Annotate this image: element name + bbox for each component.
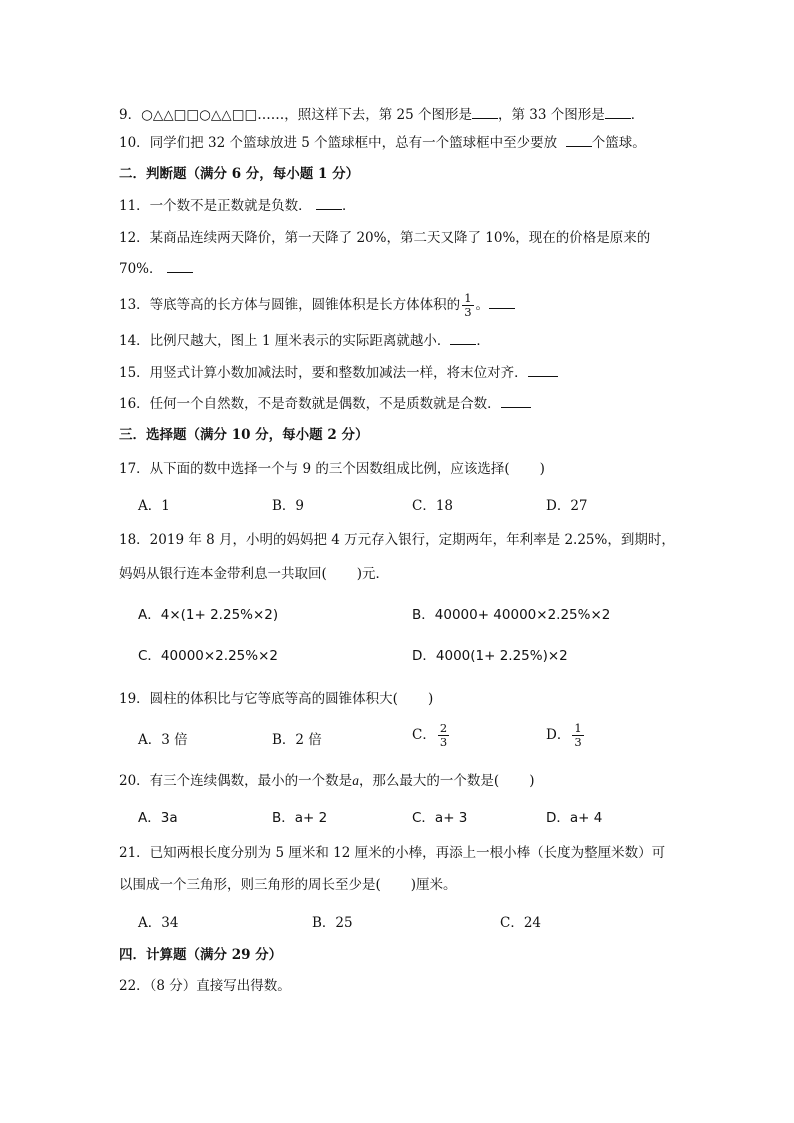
option-b[interactable]: B．25 [312, 915, 353, 931]
option-c[interactable]: C． $\frac{2}{3}$ [412, 721, 448, 749]
question-12-line-1: 12．某商品连续两天降价，第一天降了 20%，第二天又降了 10%，现在的价格是原来的 [119, 230, 651, 246]
question-18-line-1: 18．2019 年 8 月，小明的妈妈把 4 万元存入银行，定期两年，年利率是 2.25%，到期时， [119, 532, 675, 548]
answer-blank[interactable] [472, 104, 498, 119]
option-c[interactable]: C．24 [500, 915, 542, 931]
option-a[interactable]: A．3 倍 [138, 732, 188, 748]
answer-blank[interactable] [528, 362, 558, 377]
option-a[interactable]: A．34 [138, 915, 179, 931]
option-c[interactable]: C．40000×2.25%×2 [138, 648, 278, 664]
question-13: 13．等底等高的长方体与圆锥，圆锥体积是长方体体积的 $\frac{1}{3}$ 。 [119, 292, 694, 319]
question-17: 17．从下面的数中选择一个与 9 的三个因数组成比例，应该选择( ) [119, 461, 545, 477]
option-b[interactable]: B．40000+ 40000×2.25%×2 [412, 607, 611, 623]
section-heading-calculation: 四．计算题（满分 29 分） [119, 947, 283, 963]
option-d[interactable]: D．4000(1+ 2.25%)×2 [412, 648, 568, 664]
answer-blank[interactable] [167, 258, 193, 273]
question-10: 10．同学们把 32 个篮球放进 5 个篮球框中，总有一个篮球框中至少要放 个篮球。 [119, 132, 694, 154]
question-11: 11．一个数不是正数就是负数． ． [119, 195, 694, 217]
answer-blank[interactable] [450, 330, 476, 345]
question-15: 15．用竖式计算小数加减法时，要和整数加减法一样，将末位对齐． [119, 362, 694, 384]
question-16: 16．任何一个自然数，不是奇数就是偶数，不是质数就是合数． [119, 393, 694, 415]
answer-blank[interactable] [316, 195, 342, 210]
fraction-two-thirds: $\frac{2}{3}$ [439, 721, 448, 749]
question-9: 9．○△△□□○△△□□……，照这样下去，第 25 个图形是 ，第 33 个图形是 ． [119, 104, 694, 126]
option-b[interactable]: B．9 [272, 498, 305, 514]
question-18-line-2: 妈妈从银行连本金带利息一共取回( )元． [119, 566, 390, 582]
option-c[interactable]: C．a+ 3 [412, 810, 468, 826]
section-heading-choice: 三．选择题（满分 10 分，每小题 2 分） [119, 427, 369, 443]
answer-blank[interactable] [566, 132, 592, 147]
option-c[interactable]: C．18 [412, 498, 454, 514]
option-b[interactable]: B．a+ 2 [272, 810, 328, 826]
question-12-line-2: 70%． [119, 258, 694, 280]
option-d[interactable]: D． $\frac{1}{3}$ [546, 721, 582, 749]
fraction-one-third: $\frac{1}{3}$ [464, 291, 472, 319]
fraction-one-third: $\frac{1}{3}$ [574, 721, 582, 749]
question-19: 19．圆柱的体积比与它等底等高的圆锥体积大( ) [119, 691, 434, 707]
option-a[interactable]: A．3a [138, 810, 178, 826]
question-22: 22．（8 分）直接写出得数。 [119, 978, 291, 994]
answer-blank[interactable] [605, 104, 631, 119]
shape-pattern: ○△△□□○△△□□……， [141, 107, 298, 123]
answer-blank[interactable] [501, 393, 531, 408]
option-d[interactable]: D．a+ 4 [546, 810, 603, 826]
option-a[interactable]: A．1 [138, 498, 170, 514]
section-heading-judgement: 二．判断题（满分 6 分，每小题 1 分） [119, 166, 360, 182]
option-b[interactable]: B．2 倍 [272, 732, 322, 748]
option-a[interactable]: A．4×(1+ 2.25%×2) [138, 607, 279, 623]
question-21-line-1: 21．已知两根长度分别为 5 厘米和 12 厘米的小棒，再添上一根小棒（长度为整厘米数）可 [119, 845, 666, 861]
question-21-line-2: 以围成一个三角形，则三角形的周长至少是( )厘米。 [119, 877, 457, 893]
question-14: 14．比例尺越大，图上 1 厘米表示的实际距离就越小． ． [119, 330, 694, 352]
question-20: 20．有三个连续偶数，最小的一个数是a，那么最大的一个数是( ) [119, 773, 535, 789]
answer-blank[interactable] [489, 294, 515, 309]
option-d[interactable]: D．27 [546, 498, 588, 514]
